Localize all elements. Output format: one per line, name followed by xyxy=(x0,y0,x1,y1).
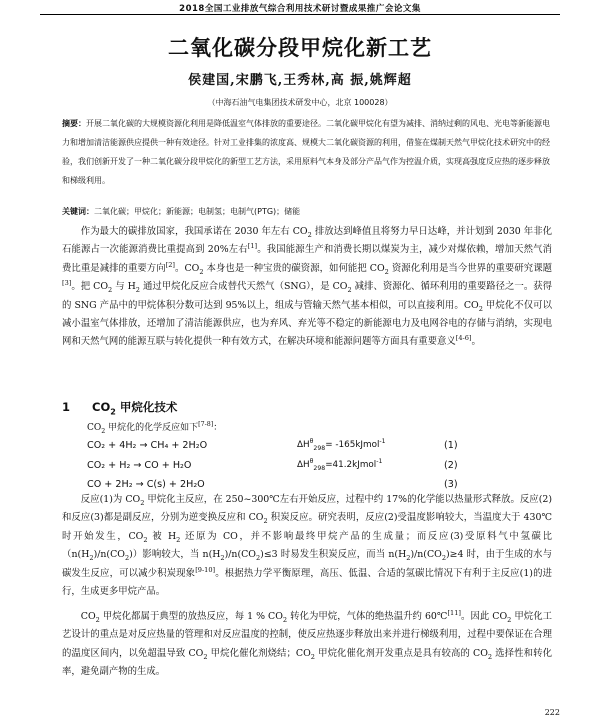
keywords-text: 二氧化碳；甲烷化；新能源；电制氢；电制气(PTG)；储能 xyxy=(94,207,301,216)
affiliation: （中海石油气电集团技术研发中心，北京 100028） xyxy=(207,98,393,107)
paper-title: 二氧化碳分段甲烷化新工艺 xyxy=(168,36,432,60)
abstract-label: 摘要： xyxy=(62,119,86,128)
keywords xyxy=(62,206,550,217)
section-number: 1 xyxy=(62,400,71,414)
running-header: 2018全国工业排放气综合利用技术研讨暨成果推广会论文集 xyxy=(179,4,421,14)
process-paragraph: $CO_2$ 甲烷化都属于典型的放热反应，每 1 % $CO_2$ 转化为甲烷，气体的绝热温升约 60℃[11]。因此 $CO_2$ 甲烷化工艺设计的重点是对反应热量的管理和对反应温度的控制，使反应热逐步释放出来并进行梯级利用，过程中要保证在合理的温度区间内，以免超温导致 $CO_2$ 甲烷化催化剂烧结；$CO_2$ 甲烷化催化剂开发重点是具有较高的 $CO_2$ 选择性和转化率，避免副产物的生成。 xyxy=(62,608,553,678)
abstract-text: 开展二氧化碳的大规模资源化利用是降低温室气体排放的重要途径。二氧化碳甲烷化有望为减排、消纳过剩的风电、光电等新能源电力和增加清洁能源供应提供一种有效途径。针对工业排集的浓度高、规模大二氧化碳资源的利用，借鉴在煤制天然气甲烷化技术研究中的经验，我们创新开发了一种二氧化碳分段甲烷化的新型工艺方法，采用原料气本身及部分产品气作为控温介质，实现高强度反应热的逐步释放和梯级利用。 xyxy=(62,119,550,185)
intro-paragraph: 作为最大的碳排放国家，我国承诺在 2030 年左右 $CO_2$ 排放达到峰值且将努力早日达峰，并计划到 2030 年非化石能源占一次能源消费比重提高到 20%左右[1]。我国能源生产和消费长期以煤炭为主，减少对煤依赖，增加天然气消费比重是减排的重要方向[2]。$CO_2$ 本身也是一种宝贵的碳资源，如何能把 $CO_2$ 资源化利用是当今世界的重要研究课题[3]。把 $CO_2$ 与 $H_2$ 通过甲烷化反应合成替代天然气（SNG），是 $CO_2$ 减排、资源化、循环利用的重要路径之一。获得的 SNG 产品中的甲烷体积分数可达到 95%以上，组成与管输天然气基本相似，可以直接利用。$CO_2$ 甲烷化不仅可以减小温室气体排放，还增加了清洁能源供应，也为弃风、弃光等不稳定的新能源电力及电网谷电的存储与消纳，实现电网和天然气网的能源互联与转化提供一种有效方式，在解决环境和能源问题等方面具有重要意义[4-6]。 xyxy=(62,226,553,348)
equation-formula: CO + 2H₂ → C(s) + 2H₂O xyxy=(87,479,205,490)
header-rule xyxy=(40,14,560,15)
citation: [1] xyxy=(247,242,258,251)
equation-formula: CO₂ + 4H₂ → CH₄ + 2H₂O xyxy=(87,440,208,451)
citation: [2] xyxy=(165,260,175,269)
reactions-intro: $CO_2$ 甲烷化的化学反应如下[7-8]： xyxy=(87,421,223,435)
keywords-label: 关键词： xyxy=(62,207,94,216)
citation: [9-10] xyxy=(195,565,216,574)
citation: [3] xyxy=(62,279,72,288)
equation-2 xyxy=(87,460,487,478)
equation-1 xyxy=(87,440,487,458)
equation-number: (2) xyxy=(444,460,458,471)
equation-enthalpy: $\Delta H^\theta_{298}=41.2kJmol^{-1}$ xyxy=(297,458,383,472)
equation-enthalpy: $\Delta H^\theta_{298}=$ -165kJmol$^{-1}$ xyxy=(297,438,386,452)
section-1-heading: 1 $CO_2$ 甲烷化技术 xyxy=(62,400,178,417)
equation-number: (1) xyxy=(444,440,458,451)
equation-formula: CO₂ + H₂ → CO + H₂O xyxy=(87,460,192,471)
reactions-paragraph: 反应(1)为 $CO_2$ 甲烷化主反应，在 250~300℃左右开始反应，过程中约 17%的化学能以热量形式释放。反应(2)和反应(3)都是副反应，分别为逆变换反应和 $CO_2$ 积炭反应。研究表明，反应(2)受温度影响较大，当温度大于 430℃时开始发生，$CO_2$ 被 $H_2$ 还原为 CO，并不影响最终甲烷产品的生成量；而反应(3)受原料气中氢碳比$(n(H_2)/n(CO_2))$影响较大，当 $n(H_2)/n(CO_2)\le 3$ 时易发生积炭反应，而当 $n(H_2)/n(CO_2)\ge 4$ 时，由于生成的水与碳发生反应，可以减少积炭现象[9-10]。根据热力学平衡原理，高压、低温、合适的氢碳比情况下有利于主反应(1)的进行，生成更多甲烷产品。 xyxy=(62,494,553,598)
page-number: 222 xyxy=(544,708,560,717)
citation: [4-6] xyxy=(455,334,472,343)
equation-number: (3) xyxy=(444,479,458,490)
citation: [11] xyxy=(447,608,461,617)
author-list: 侯建国,宋鹏飞,王秀林,高 振,姚辉超 xyxy=(188,73,412,88)
abstract xyxy=(62,114,550,190)
